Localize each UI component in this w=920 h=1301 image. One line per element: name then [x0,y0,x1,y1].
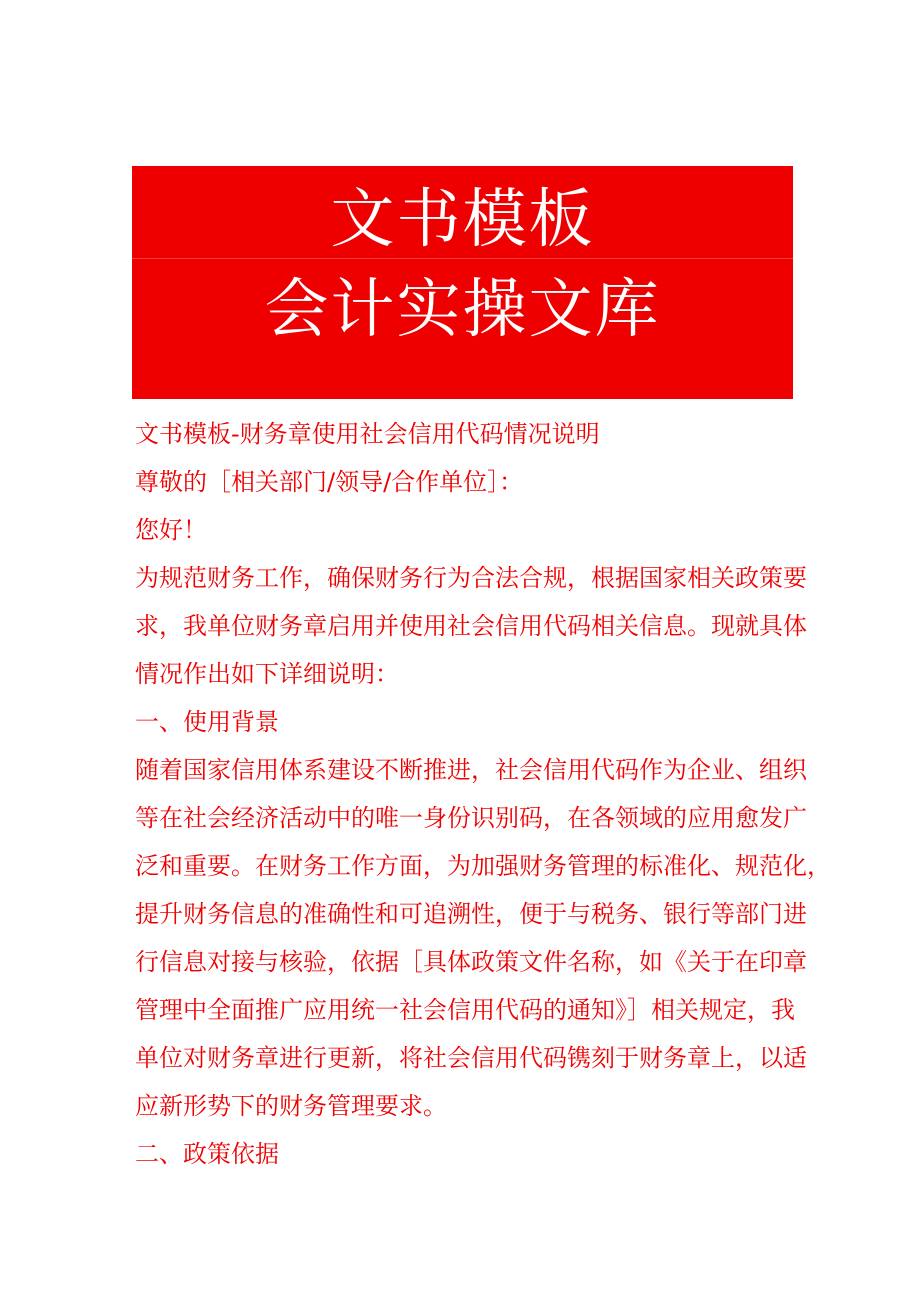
paragraph-line: 单位对财务章进行更新，将社会信用代码镌刻于财务章上，以适 [135,1044,807,1072]
paragraph-line: 情况作出如下详细说明： [135,660,399,688]
banner-title-line2: 会计实操文库 [264,273,661,347]
paragraph-line: 应新形势下的财务管理要求。 [135,1092,447,1120]
section1-paragraph [135,746,831,1130]
paragraph-line: 行信息对接与核验，依据［具体政策文件名称，如《关于在印章 [135,948,807,976]
paragraph-line: 随着国家信用体系建设不断推进，社会信用代码作为企业、组织 [135,756,807,784]
paragraph-line: 泛和重要。在财务工作方面，为加强财务管理的标准化、规范化， [135,852,831,880]
section-heading: 二、政策依据 [135,1140,279,1168]
section-heading: 一、使用背景 [135,708,279,736]
intro-paragraph [135,554,807,698]
paragraph-line: 管理中全面推广应用统一社会信用代码的通知》］相关规定，我 [135,996,795,1024]
paragraph-line: 求，我单位财务章启用并使用社会信用代码相关信息。现就具体 [135,612,807,640]
paragraph-line: 提升财务信息的准确性和可追溯性，便于与税务、银行等部门进 [135,900,807,928]
salutation: 尊敬的［相关部门/领导/合作单位］： [135,468,524,496]
paragraph-line: 为规范财务工作，确保财务行为合法合规，根据国家相关政策要 [135,564,807,592]
banner-title-line1: 文书模板 [330,183,595,257]
document-body [135,410,831,1178]
greeting: 您好！ [135,516,207,544]
document-title: 文书模板-财务章使用社会信用代码情况说明 [135,420,600,448]
paragraph-line: 等在社会经济活动中的唯一身份识别码，在各领域的应用愈发广 [135,804,807,832]
